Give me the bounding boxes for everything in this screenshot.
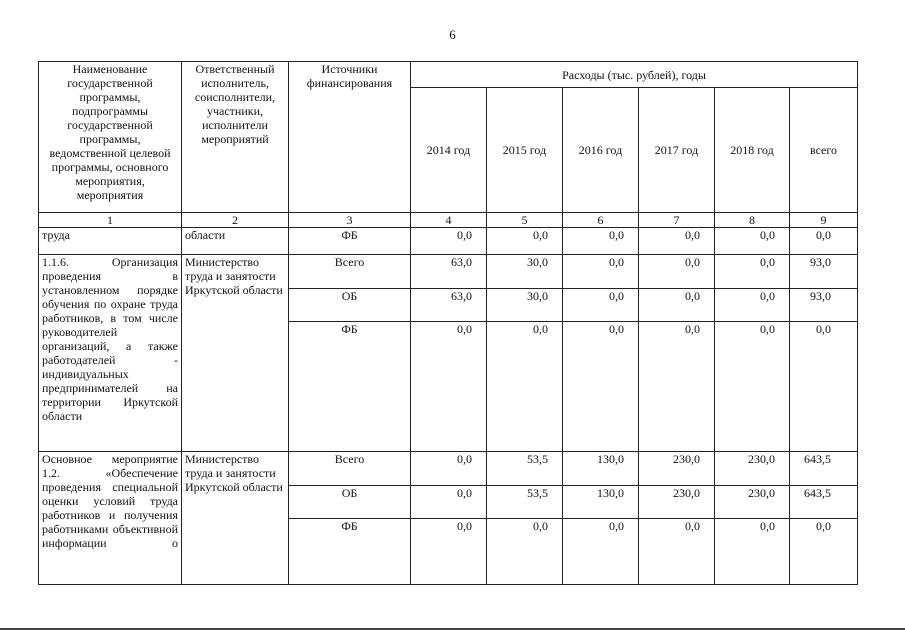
value-cell: 0,0: [487, 322, 563, 452]
value-cell: 0,0: [715, 289, 790, 322]
value-cell: 0,0: [411, 486, 487, 519]
value-cell-total: 93,0: [790, 289, 858, 322]
value-cell: 130,0: [563, 452, 639, 486]
value-cell: 0,0: [563, 255, 639, 289]
value-cell: 30,0: [487, 255, 563, 289]
value-cell-total: 643,5: [790, 486, 858, 519]
funding-source: Всего: [289, 452, 411, 486]
value-cell-total: 93,0: [790, 255, 858, 289]
value-cell: 53,5: [487, 486, 563, 519]
value-cell: 0,0: [487, 519, 563, 585]
header-expenses: Расходы (тыс. рублей), годы: [411, 62, 858, 88]
header-year: 2018 год: [715, 88, 790, 213]
value-cell: 0,0: [715, 322, 790, 452]
table-row: [39, 255, 858, 289]
value-cell: 0,0: [563, 322, 639, 452]
header-year: 2014 год: [411, 88, 487, 213]
measure-executor: Министерство труда и занятости Иркутской области: [182, 452, 289, 585]
column-index-row: [39, 213, 858, 228]
budget-table: [38, 61, 858, 585]
column-index: 3: [289, 213, 411, 228]
column-index: 1: [39, 213, 182, 228]
value-cell: 0,0: [487, 228, 563, 255]
value-cell: 0,0: [563, 519, 639, 585]
value-cell: 130,0: [563, 486, 639, 519]
value-cell: 0,0: [715, 255, 790, 289]
page-number: 6: [449, 27, 456, 42]
header-name: Наименование государственной программы, подпрограммы государственной программы, ведомственной целевой программы, основного мероприятия, мероприятия: [39, 62, 182, 213]
value-cell: 0,0: [639, 228, 715, 255]
header-year: 2016 год: [563, 88, 639, 213]
measure-name: Основное мероприятие 1.2. «Обеспечение проведения специальной оценки условий труда работников и получения работниками объективной информации о: [39, 452, 182, 585]
value-cell: 0,0: [639, 322, 715, 452]
value-cell: 63,0: [411, 255, 487, 289]
value-cell: 230,0: [639, 486, 715, 519]
value-cell-total: 0,0: [790, 322, 858, 452]
column-index: 9: [790, 213, 858, 228]
column-index: 5: [487, 213, 563, 228]
value-cell: 53,5: [487, 452, 563, 486]
value-cell: 30,0: [487, 289, 563, 322]
funding-source: Всего: [289, 255, 411, 289]
measure-name: труда: [39, 228, 182, 255]
funding-source: ОБ: [289, 486, 411, 519]
value-cell-total: 0,0: [790, 519, 858, 585]
header-source: Источники финансирования: [289, 62, 411, 213]
header-executor: Ответственный исполнитель, соисполнители, участники, исполнители мероприятий: [182, 62, 289, 213]
measure-name: 1.1.6. Организация проведения в установленном порядке обучения по охране труда работников, в том числе руководителей организаций, а также работодателей - индивидуальных предпринимателей на территории Иркутской области: [39, 255, 182, 452]
value-cell: 0,0: [639, 519, 715, 585]
page-bottom-rule: [0, 628, 905, 630]
column-index: 2: [182, 213, 289, 228]
value-cell: 0,0: [715, 228, 790, 255]
funding-source: ОБ: [289, 289, 411, 322]
column-index: 7: [639, 213, 715, 228]
measure-executor: области: [182, 228, 289, 255]
header-year: 2015 год: [487, 88, 563, 213]
value-cell: 0,0: [411, 228, 487, 255]
funding-source: ФБ: [289, 322, 411, 452]
value-cell: 0,0: [563, 289, 639, 322]
header-row: [39, 62, 858, 88]
value-cell: 0,0: [563, 228, 639, 255]
column-index: 8: [715, 213, 790, 228]
measure-executor: Министерство труда и занятости Иркутской области: [182, 255, 289, 452]
value-cell-total: 0,0: [790, 228, 858, 255]
funding-source: ФБ: [289, 228, 411, 255]
value-cell: 0,0: [639, 255, 715, 289]
header-year-total: всего: [790, 88, 858, 213]
column-index: 6: [563, 213, 639, 228]
funding-source: ФБ: [289, 519, 411, 585]
value-cell-total: 643,5: [790, 452, 858, 486]
value-cell: 230,0: [715, 452, 790, 486]
value-cell: 230,0: [639, 452, 715, 486]
value-cell: 0,0: [411, 452, 487, 486]
value-cell: 63,0: [411, 289, 487, 322]
column-index: 4: [411, 213, 487, 228]
value-cell: 0,0: [715, 519, 790, 585]
table-row: [39, 228, 858, 255]
value-cell: 230,0: [715, 486, 790, 519]
value-cell: 0,0: [411, 519, 487, 585]
table-row: [39, 452, 858, 486]
value-cell: 0,0: [639, 289, 715, 322]
header-year: 2017 год: [639, 88, 715, 213]
value-cell: 0,0: [411, 322, 487, 452]
